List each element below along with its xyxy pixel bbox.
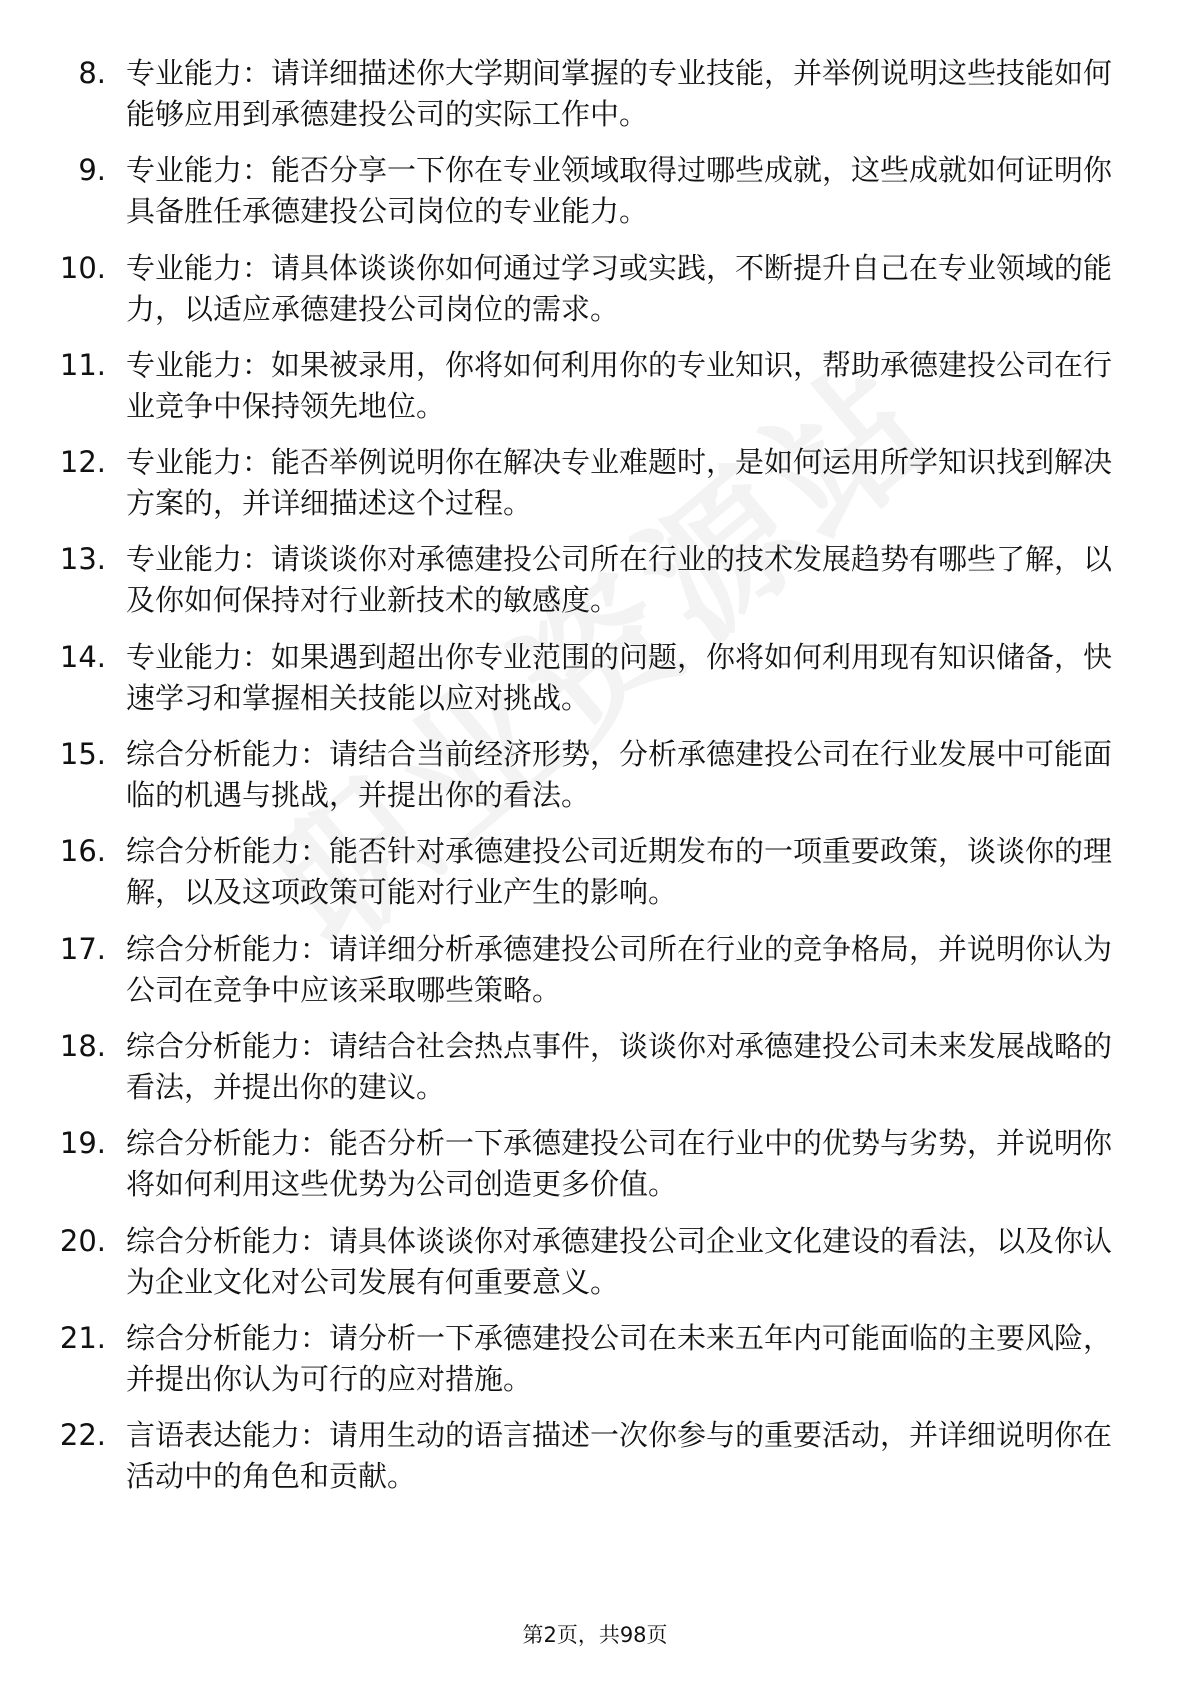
question-number: 22. — [59, 1418, 106, 1453]
page-footer: 第2页，共98页 — [522, 1623, 668, 1647]
question-text: 综合分析能力：请结合社会热点事件，谈谈你对承德建投公司未来发展战略的看法，并提出你的建议。 — [126, 1028, 1113, 1104]
list-item — [0, 734, 1190, 831]
question-number: 8. — [78, 56, 106, 90]
question-number: 9. — [78, 153, 106, 188]
question-number: 15. — [59, 737, 106, 772]
list-item — [0, 248, 1190, 345]
question-number: 18. — [59, 1028, 106, 1063]
question-text: 专业能力：请具体谈谈你如何通过学习或实践，不断提升自己在专业领域的能力，以适应承德建投公司岗位的需求。 — [126, 250, 1113, 326]
question-text: 专业能力：请详细描述你大学期间掌握的专业技能，并举例说明这些技能如何能够应用到承德建投公司的实际工作中。 — [126, 56, 1113, 131]
question-number: 14. — [59, 639, 106, 674]
list-item — [0, 150, 1190, 247]
question-number: 17. — [59, 931, 106, 966]
list-item — [0, 637, 1190, 734]
question-text: 综合分析能力：请具体谈谈你对承德建投公司企业文化建设的看法，以及你认为企业文化对公司发展有何重要意义。 — [126, 1223, 1113, 1299]
list-item — [0, 1415, 1190, 1512]
list-item — [0, 442, 1190, 539]
question-text: 专业能力：如果遇到超出你专业范围的问题，你将如何利用现有知识储备，快速学习和掌握相关技能以应对挑战。 — [126, 639, 1113, 715]
question-number: 10. — [59, 250, 106, 285]
question-text: 综合分析能力：请分析一下承德建投公司在未来五年内可能面临的主要风险，并提出你认为可行的应对措施。 — [126, 1320, 1113, 1396]
question-text: 专业能力：如果被录用，你将如何利用你的专业知识，帮助承德建投公司在行业竞争中保持领先地位。 — [126, 347, 1113, 423]
question-list — [0, 53, 1190, 1512]
question-text: 综合分析能力：能否针对承德建投公司近期发布的一项重要政策，谈谈你的理解，以及这项政策可能对行业产生的影响。 — [126, 834, 1113, 910]
question-text: 专业能力：能否举例说明你在解决专业难题时，是如何运用所学知识找到解决方案的，并详细描述这个过程。 — [126, 445, 1113, 521]
list-item — [0, 929, 1190, 1026]
list-item — [0, 53, 1190, 150]
list-item — [0, 345, 1190, 442]
question-number: 20. — [59, 1223, 106, 1258]
question-number: 11. — [59, 347, 106, 382]
question-number: 19. — [59, 1126, 106, 1161]
list-item — [0, 1318, 1190, 1415]
list-item — [0, 831, 1190, 928]
question-number: 13. — [59, 542, 106, 577]
question-number: 16. — [59, 834, 106, 869]
question-text: 专业能力：请谈谈你对承德建投公司所在行业的技术发展趋势有哪些了解，以及你如何保持对行业新技术的敏感度。 — [126, 542, 1113, 618]
question-text: 综合分析能力：请详细分析承德建投公司所在行业的竞争格局，并说明你认为公司在竞争中应该采取哪些策略。 — [126, 931, 1113, 1007]
question-text: 专业能力：能否分享一下你在专业领域取得过哪些成就，这些成就如何证明你具备胜任承德建投公司岗位的专业能力。 — [126, 153, 1113, 229]
question-text: 综合分析能力：请结合当前经济形势，分析承德建投公司在行业发展中可能面临的机遇与挑战，并提出你的看法。 — [126, 737, 1113, 813]
list-item — [0, 1221, 1190, 1318]
question-number: 12. — [59, 445, 106, 480]
list-item — [0, 539, 1190, 636]
list-item — [0, 1123, 1190, 1220]
question-number: 21. — [59, 1320, 106, 1355]
list-item — [0, 1026, 1190, 1123]
question-text: 综合分析能力：能否分析一下承德建投公司在行业中的优势与劣势，并说明你将如何利用这些优势为公司创造更多价值。 — [126, 1126, 1113, 1202]
question-text: 言语表达能力：请用生动的语言描述一次你参与的重要活动，并详细说明你在活动中的角色和贡献。 — [126, 1418, 1113, 1494]
